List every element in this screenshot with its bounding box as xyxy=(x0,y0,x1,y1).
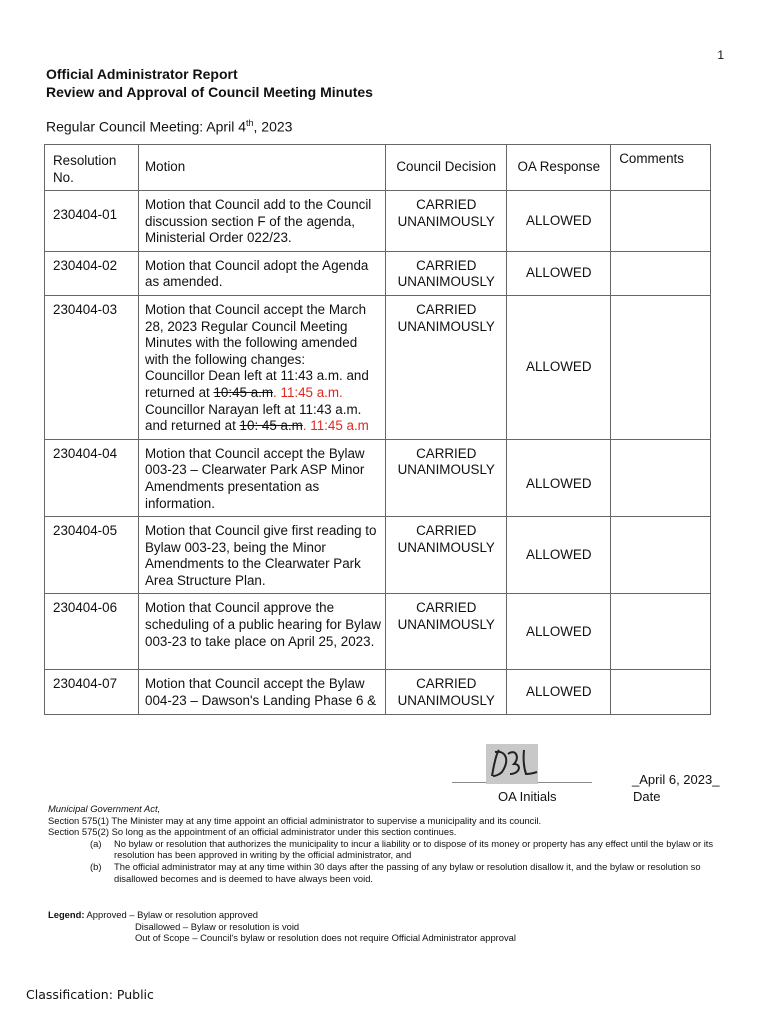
struck-time: 10:45 a.m xyxy=(213,384,274,400)
legend-label: Legend: xyxy=(48,909,85,920)
motion-text xyxy=(139,295,386,439)
date-label: Date xyxy=(633,789,661,804)
table-row xyxy=(45,251,711,295)
oa-response: ALLOWED xyxy=(507,594,611,670)
resolution-no: 230404-05 xyxy=(45,517,139,594)
council-decision: CARRIED UNANIMOUSLY xyxy=(386,439,507,516)
oa-response: ALLOWED xyxy=(507,439,611,516)
resolution-no: 230404-01 xyxy=(45,191,139,252)
table-row xyxy=(45,295,711,439)
resolution-no: 230404-03 xyxy=(45,295,139,439)
header-resolution: Resolution No. xyxy=(45,145,139,191)
signature-date: _April 6, 2023_ xyxy=(632,772,720,787)
council-decision: CARRIED UNANIMOUSLY xyxy=(386,295,507,439)
act-excerpt xyxy=(48,803,728,884)
act-section-1: Section 575(1) The Minister may at any time appoint an official administrator to supervise a municipality and its council. xyxy=(48,814,542,826)
legend xyxy=(48,909,516,944)
page-number: 1 xyxy=(717,48,724,62)
resolution-no: 230404-04 xyxy=(45,439,139,516)
council-decision: CARRIED UNANIMOUSLY xyxy=(386,517,507,594)
motion-text: Motion that Council accept the Bylaw 003-23 – Clearwater Park ASP Minor Amendments presentation as information. xyxy=(139,439,386,516)
motion-text: Motion that Council add to the Council discussion section F of the agenda, Ministerial Order 022/23. xyxy=(139,191,386,252)
meeting-line xyxy=(46,118,292,135)
header-response: OA Response xyxy=(507,145,611,191)
header-decision: Council Decision xyxy=(386,145,507,191)
legend-approved: Approved – Bylaw or resolution approved xyxy=(84,909,259,920)
header-motion: Motion xyxy=(139,145,386,191)
header-comments: Comments xyxy=(611,145,711,191)
comments xyxy=(611,251,711,295)
clause-text: No bylaw or resolution that authorizes the municipality to incur a liability or to dispose of its money or property has any effect until the bylaw or its resolution has been approved in writing by the official administrator, and xyxy=(114,837,714,861)
struck-time: 10: 45 a.m xyxy=(239,418,303,434)
act-section-2: Section 575(2) So long as the appointment of an official administrator under this section continues. xyxy=(48,826,457,838)
meeting-prefix: Regular Council Meeting: April 4 xyxy=(46,118,246,135)
motion-text: Motion that Council adopt the Agenda as amended. xyxy=(139,251,386,295)
council-decision: CARRIED UNANIMOUSLY xyxy=(386,670,507,714)
motion-change-dean: Councillor Dean left at 11:43 a.m. and returned at xyxy=(145,368,369,400)
signature-image xyxy=(486,744,538,784)
comments xyxy=(611,295,711,439)
classification-footer: Classification: Public xyxy=(26,987,154,1002)
resolutions-table xyxy=(44,144,711,715)
oa-response: ALLOWED xyxy=(507,670,611,714)
act-clause-a xyxy=(48,838,728,861)
council-decision: CARRIED UNANIMOUSLY xyxy=(386,191,507,252)
motion-text: Motion that Council give first reading to Bylaw 003-23, being the Minor Amendments to the Clearwater Park Area Structure Plan. xyxy=(139,517,386,594)
table-row xyxy=(45,439,711,516)
meeting-suffix: , 2023 xyxy=(253,118,293,135)
comments xyxy=(611,191,711,252)
council-decision: CARRIED UNANIMOUSLY xyxy=(386,594,507,670)
meeting-sup: th xyxy=(246,118,254,128)
motion-text: Motion that Council accept the Bylaw 004-23 – Dawson's Landing Phase 6 & xyxy=(139,670,386,714)
comments xyxy=(611,670,711,714)
act-clause-b xyxy=(48,861,728,884)
comments xyxy=(611,517,711,594)
act-title: Municipal Government Act, xyxy=(48,803,161,814)
comments xyxy=(611,594,711,670)
resolution-no: 230404-02 xyxy=(45,251,139,295)
corrected-time: . 11:45 a.m. xyxy=(273,384,343,400)
comments xyxy=(611,439,711,516)
oa-response: ALLOWED xyxy=(507,251,611,295)
motion-text: Motion that Council approve the scheduling of a public hearing for Bylaw 003-23 to take place on April 25, 2023. xyxy=(139,594,386,670)
report-title: Official Administrator Report xyxy=(46,66,238,82)
oa-response: ALLOWED xyxy=(507,191,611,252)
corrected-time: . 11:45 a.m xyxy=(302,418,369,434)
legend-out-of-scope: Out of Scope – Council's bylaw or resolution does not require Official Administrator approval xyxy=(135,932,516,944)
motion-change-narayan: Councillor Narayan left at 11:43 a.m. and returned at xyxy=(145,401,362,434)
legend-disallowed: Disallowed – Bylaw or resolution is void xyxy=(135,920,300,932)
clause-label: (a) xyxy=(90,837,102,849)
table-row xyxy=(45,191,711,252)
resolution-no: 230404-06 xyxy=(45,594,139,670)
clause-label: (b) xyxy=(90,860,102,872)
oa-response: ALLOWED xyxy=(507,517,611,594)
table-row xyxy=(45,594,711,670)
report-subtitle: Review and Approval of Council Meeting Minutes xyxy=(46,84,373,100)
council-decision: CARRIED UNANIMOUSLY xyxy=(386,251,507,295)
oa-initials-label: OA Initials xyxy=(498,789,557,804)
motion-intro: Motion that Council accept the March 28, 2023 Regular Council Meeting Minutes with the following amended with the following changes: xyxy=(145,301,367,367)
resolution-no: 230404-07 xyxy=(45,670,139,714)
oa-response: ALLOWED xyxy=(507,295,611,439)
table-row xyxy=(45,670,711,714)
clause-text: The official administrator may at any time within 30 days after the passing of any bylaw or resolution disallow it, and the bylaw or resolution so disallowed becomes and is deemed to have always been void. xyxy=(114,860,701,884)
table-row xyxy=(45,517,711,594)
